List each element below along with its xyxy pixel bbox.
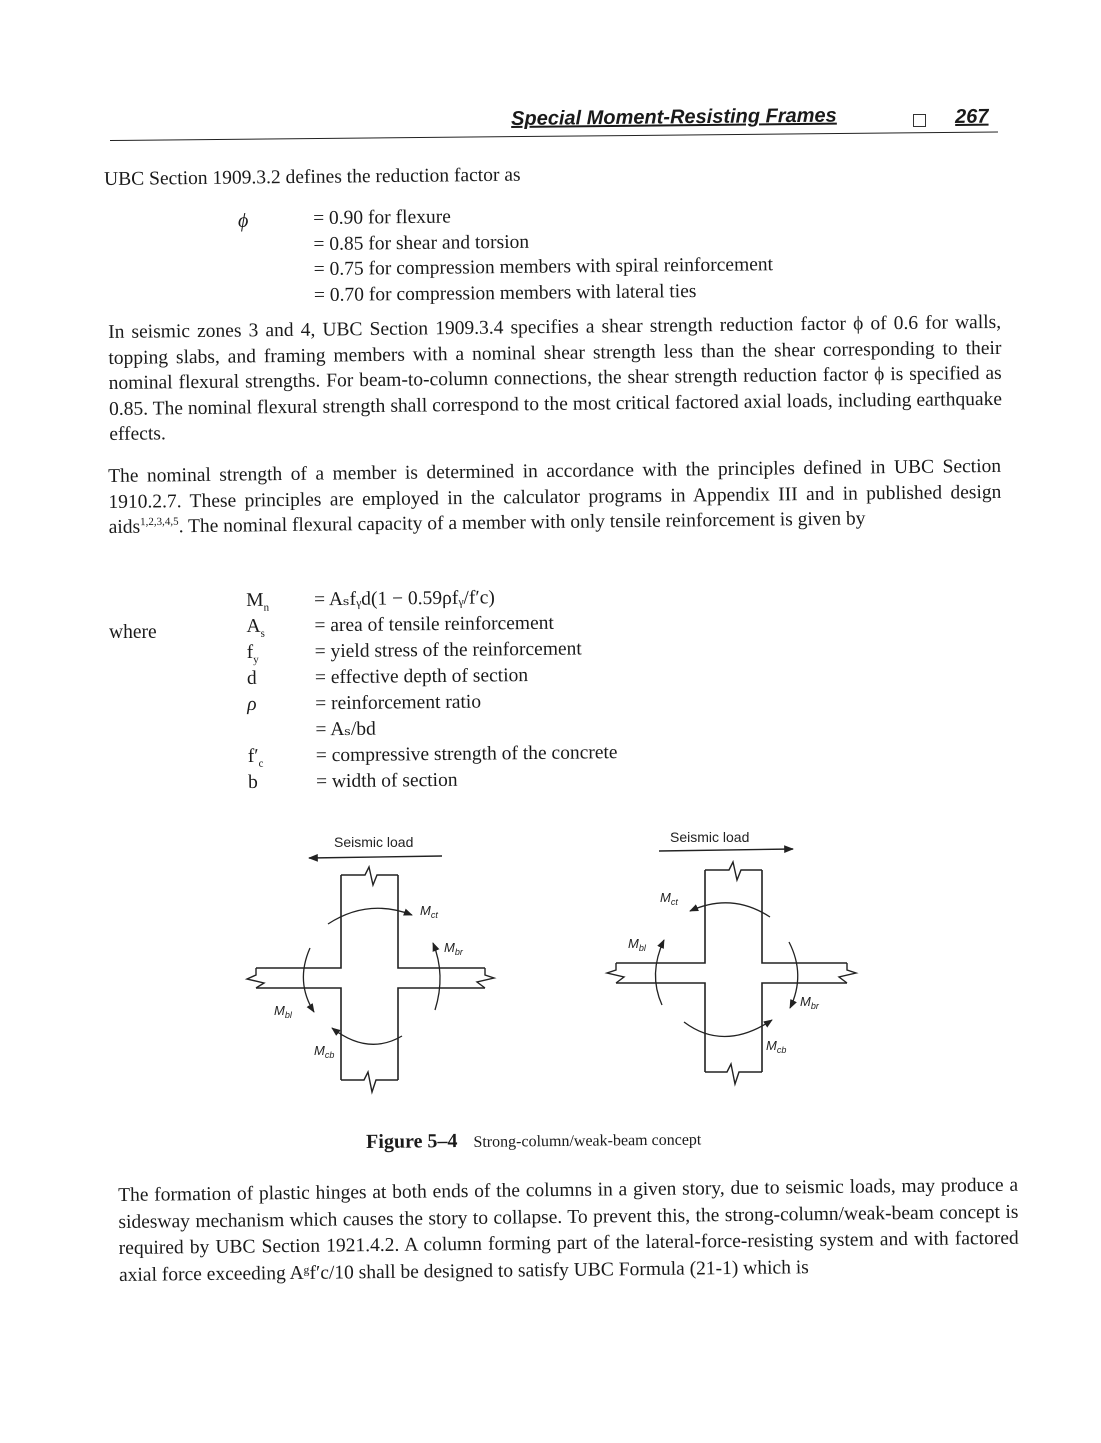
definition-symbol: b	[247, 771, 258, 793]
break-mark-left	[247, 968, 264, 988]
moment-label-cb: $M_{cb}$	[314, 1043, 335, 1060]
break-mark-left	[607, 963, 624, 983]
figure-caption	[366, 1127, 701, 1154]
phi-symbol: ϕ	[238, 210, 249, 232]
seismic-load-label: Seismic load	[334, 834, 414, 850]
moment-label-ct: $M_{ct}$	[420, 903, 438, 920]
left-joint-diagram	[247, 834, 494, 1092]
paragraph-plastic-hinges	[118, 1173, 1019, 1289]
definition-text: = reinforcement ratio	[315, 691, 482, 715]
phi-value: = 0.70 for compression members with lateral ties	[313, 280, 697, 306]
moment-label-ct: $M_{ct}$	[660, 890, 678, 907]
right-joint-diagram	[607, 829, 856, 1084]
moment-label-bl: $M_{bl}$	[628, 936, 646, 953]
paragraph-text: The formation of plastic hinges at both ends of the columns in a given story, due to seismic loads, may produce a sidesway mechanism which causes the story to collapse. To prevent this, the strong-column/weak-beam concept is required by UBC Section 1921.4.2. A column forming part of the lateral-force-resisting system and with factored axial force exceeding Aᵍf′c/10 shall be designed to satisfy UBC Formula (21-1) which is	[118, 1174, 1019, 1286]
definition-symbol: d	[246, 667, 257, 689]
paragraph-text-part: . The nominal flexural capacity of a member with only tensile reinforcement is given by	[178, 508, 866, 538]
definition-symbol: $f'_c$	[247, 745, 264, 770]
figure-caption-text: Strong-column/weak-beam concept	[473, 1131, 702, 1151]
seismic-load-arrow-left	[309, 856, 442, 858]
break-mark-right	[477, 968, 494, 988]
column-beam-outline	[256, 875, 485, 1080]
moment-label-cb: $M_{cb}$	[766, 1038, 787, 1055]
phi-value: = 0.90 for flexure	[313, 206, 451, 229]
break-mark-bottom	[341, 1072, 398, 1092]
moment-label-br: $M_{br}$	[800, 994, 819, 1011]
paragraph-text-part: The nominal strength of a member is determined in accordance with the principles defined in UBC Section 1910.2.7. These principles are employed in the calculator programs in Appendix III and in published design aids	[108, 455, 1002, 538]
definition-text: = compressive strength of the concrete	[315, 742, 618, 767]
moment-label-bl: $M_{bl}$	[274, 1003, 292, 1020]
figure-number: Figure 5–4	[366, 1130, 458, 1153]
break-mark-right	[839, 963, 856, 983]
column-beam-outline	[616, 870, 847, 1072]
moment-arc-bl	[303, 948, 314, 1012]
definition-symbol: $f_y$	[246, 641, 259, 666]
break-mark-bottom	[705, 1064, 762, 1084]
seismic-load-arrow-right	[659, 849, 793, 851]
formula-lhs: $M_n$	[246, 589, 270, 614]
phi-value: = 0.85 for shear and torsion	[313, 231, 530, 255]
moment-arc-cb	[332, 1028, 402, 1044]
reference-superscript: 1,2,3,4,5	[140, 515, 179, 529]
formula-rhs: = Aₛfᵧd(1 − 0.59ρfᵧ/f′c)	[314, 587, 495, 611]
seismic-load-label: Seismic load	[670, 829, 750, 845]
page-number: 267	[955, 105, 989, 128]
definition-symbol: $A_s$	[246, 615, 265, 640]
moment-arc-bl	[655, 940, 664, 1005]
moment-label-br: $M_{br}$	[444, 940, 463, 957]
where-label: where	[109, 622, 157, 643]
moment-arc-ct	[690, 903, 770, 917]
intro-line: UBC Section 1909.3.2 defines the reduction factor as	[104, 164, 521, 190]
break-mark-top	[705, 862, 762, 880]
definition-text: = yield stress of the reinforcement	[314, 638, 582, 663]
definition-text: = effective depth of section	[314, 665, 529, 689]
paragraph-text: In seismic zones 3 and 4, UBC Section 1909.3.4 specifies a shear strength reduction factor ϕ of 0.6 for walls, topping slabs, and framing members with a nominal shear strength less than the shear corresponding to their nominal flexural strengths. For beam-to-column connections, the shear strength reduction factor ϕ is specified as 0.85. The nominal flexural strength shall correspond to the most critical factored axial loads, including earthquake effects.	[108, 311, 1003, 445]
moment-arc-br	[433, 943, 440, 1010]
definition-text: = width of section	[315, 769, 458, 793]
running-header-title: Special Moment-Resisting Frames	[511, 104, 837, 130]
definition-symbol: ρ	[247, 693, 257, 715]
moment-arc-cb	[684, 1020, 772, 1037]
moment-arc-br	[789, 942, 798, 1008]
definition-text: = area of tensile reinforcement	[314, 612, 554, 637]
definition-text: = Aₛ/bd	[315, 718, 376, 741]
break-mark-top	[341, 867, 398, 885]
phi-value: = 0.75 for compression members with spiral reinforcement	[313, 254, 774, 280]
